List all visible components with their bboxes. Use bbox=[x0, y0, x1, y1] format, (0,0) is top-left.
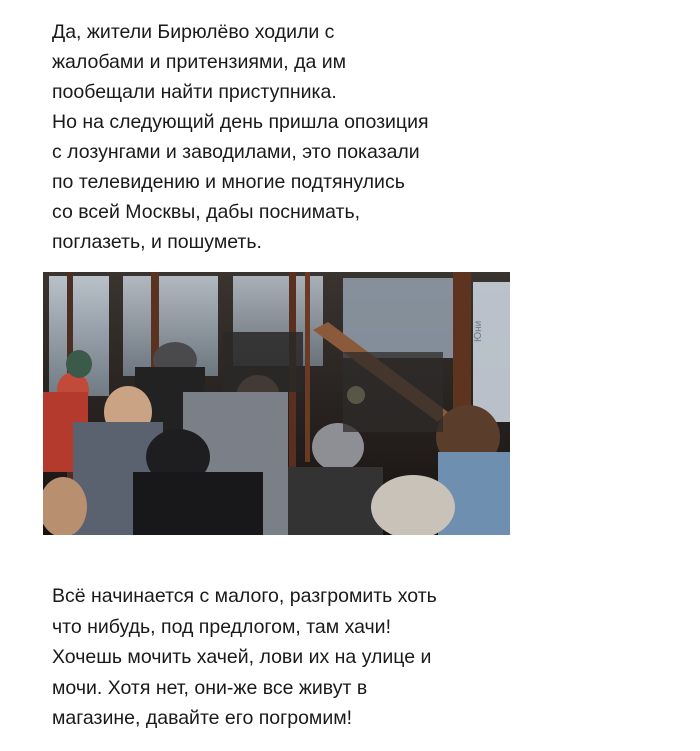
bottom-paragraph bbox=[52, 581, 437, 734]
text-line: что нибудь, под предлогом, там хачи! bbox=[52, 615, 391, 638]
text-line: мочи. Хотя нет, они-же все живут в bbox=[52, 676, 368, 699]
text-line: Да, жители Бирюлёво ходили с bbox=[52, 21, 335, 43]
text-line: пообещали найти приступника. bbox=[52, 81, 337, 103]
text-line: магазине, давайте его погромим! bbox=[52, 707, 353, 729]
text-line: с лозунгами и заводилами, это показали bbox=[52, 141, 420, 163]
text-line: по телевидению и многие подтянулись bbox=[52, 171, 405, 193]
store-sign: Юни bbox=[473, 320, 484, 342]
text-line: со всей Москвы, дабы поснимать, bbox=[52, 201, 361, 223]
text-line: Хочешь мочить хачей, лови их на улице и bbox=[52, 646, 432, 668]
text-line: жалобами и притензиями, да им bbox=[52, 51, 347, 73]
text-line: Но на следующий день пришла опозиция bbox=[52, 111, 429, 133]
crowd-photo bbox=[43, 272, 510, 535]
top-paragraph bbox=[52, 17, 429, 257]
text-line: поглазеть, и пошуметь. bbox=[52, 231, 262, 253]
text-line: Всё начинается с малого, разгромить хоть bbox=[52, 585, 437, 607]
